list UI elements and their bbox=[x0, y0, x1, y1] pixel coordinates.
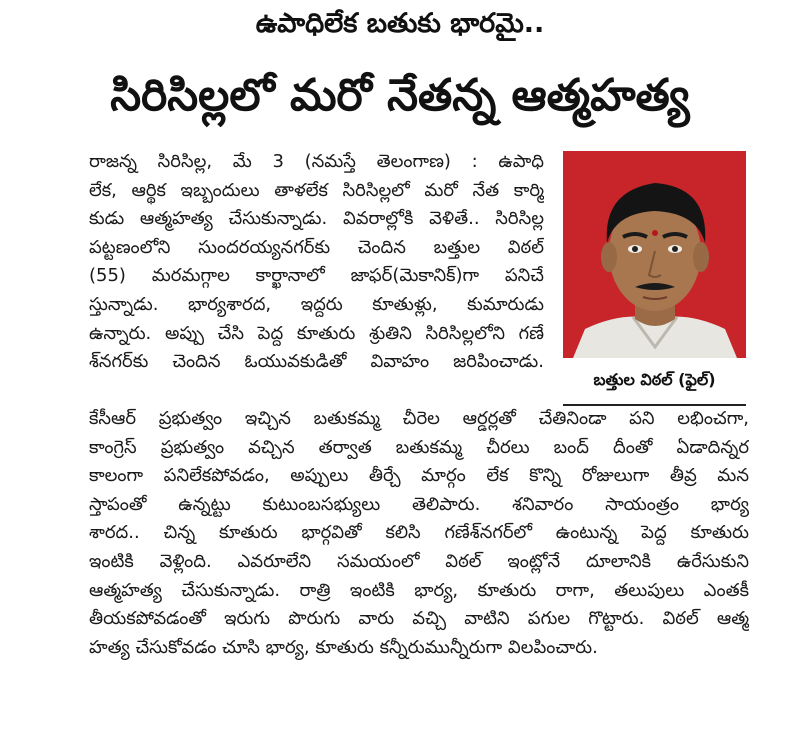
body-line: శ్‌నగర్‌కు చెందిన ఓయువకుడితో వివాహం జరిపించాడు. bbox=[89, 351, 544, 372]
body-line: స్తున్నాడు. భార్యశారద, ఇద్దరు కూతుళ్లు, కుమారుడు bbox=[89, 294, 544, 315]
body-line: కేసీఆర్ ప్రభుత్వం ఇచ్చిన బతుకమ్మ చీరెల ఆర్డర్లతో చేతినిండా పని లభించగా, bbox=[89, 408, 749, 429]
portrait-illustration bbox=[563, 151, 746, 358]
body-line: ఇంటికి వెళ్లింది. ఎవరూలేని సమయంలో విఠల్ ఇంట్లోనే దూలానికి ఉరేసుకుని bbox=[89, 551, 749, 572]
body-line: (55) మరమగ్గాల కార్ఖానాలో జాఫర్(మెకానిక్)గా పనిచే bbox=[89, 265, 544, 286]
article-kicker: ఉపాధిలేక బతుకు భారమై.. bbox=[255, 8, 545, 39]
body-line: కుడు ఆత్మహత్య చేసుకున్నాడు. వివరాల్లోకి వెళితే.. సిరిసిల్ల bbox=[89, 208, 544, 229]
body-line: తీయకపోవడంతో ఇరుగు పొరుగు వారు వచ్చి వాటిని పగుల గొట్టారు. విఠల్ ఆత్మ bbox=[89, 608, 749, 629]
body-line: ఆత్మహత్య చేసుకున్నాడు. రాత్రి ఇంటికి భార్య, కూతురు రాగా, తలుపులు ఎంతకీ bbox=[89, 580, 749, 601]
body-line: రాజన్న సిరిసిల్ల, మే 3 (నమస్తే తెలంగాణ) : ఉపాధి bbox=[89, 151, 544, 172]
body-line: ఉన్నారు. అప్పు చేసి పెద్ద కూతురు శ్రుతిని సిరిసిల్లలోని గణే bbox=[89, 323, 544, 344]
body-line: హత్య చేసుకోవడం చూసి భార్య, కూతురు కన్నీరుమున్నీరుగా విలపించారు. bbox=[89, 637, 598, 658]
body-line: శారద.. చిన్న కూతురు భార్గవితో కలిసి గణేశ్‌నగర్‌లో ఉంటున్న పెద్ద కూతురు bbox=[89, 522, 749, 543]
body-line: స్తాపంతో ఉన్నట్టు కుటుంబసభ్యులు తెలిపారు. శనివారం సాయంత్రం భార్య bbox=[89, 494, 749, 515]
body-line: కాంగ్రెస్ ప్రభుత్వం వచ్చిన తర్వాత బతుకమ్మ చీరలు బంద్ దీంతో ఏడాదిన్నర bbox=[89, 437, 749, 458]
caption-divider bbox=[563, 404, 746, 406]
body-line: లేక, ఆర్థిక ఇబ్బందులు తాళలేక సిరిసిల్లలో మరో నేత కార్మి bbox=[89, 180, 544, 201]
body-line: కాలంగా పనిలేకపోవడం, అప్పులు తీర్చే మార్గం లేక కొన్ని రోజులుగా తీవ్ర మన bbox=[89, 465, 749, 486]
photo-caption: బత్తుల విఠల్ (ఫైల్) bbox=[593, 370, 716, 389]
body-line: పట్టణంలోని సుందరయ్యనగర్‌కు చెందిన బత్తుల విఠల్ bbox=[89, 237, 544, 258]
portrait-photo bbox=[563, 151, 746, 358]
article-headline: సిరిసిల్లలో మరో నేతన్న ఆత్మహత్య bbox=[110, 70, 690, 121]
